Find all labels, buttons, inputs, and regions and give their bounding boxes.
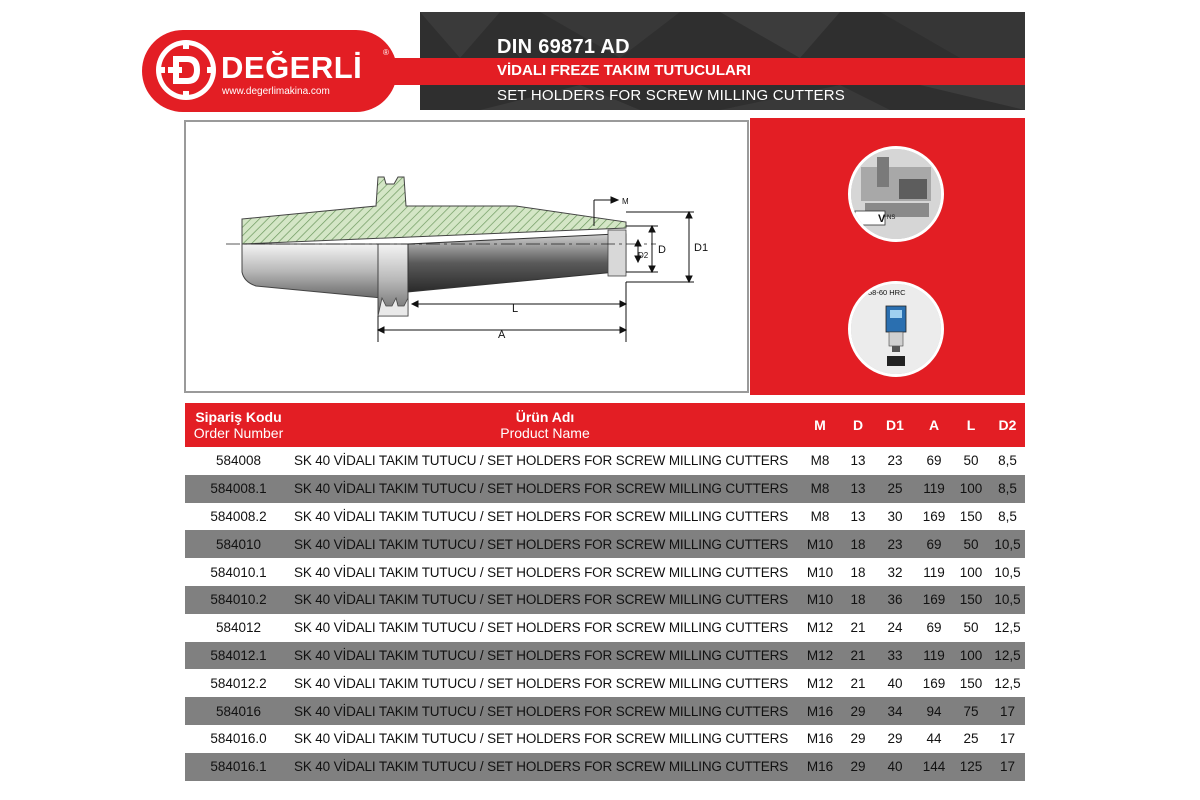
- cell-l: 100: [959, 481, 983, 497]
- cell-d: 21: [850, 620, 866, 636]
- brand-name: DEĞERLİ: [221, 50, 363, 85]
- cell-m: M8: [810, 481, 830, 497]
- table-row: [185, 530, 1025, 558]
- cell-code: 584016.1: [210, 759, 267, 775]
- cell-name: SK 40 VİDALI TAKIM TUTUCU / SET HOLDERS FOR SCREW MILLING CUTTERS: [294, 675, 789, 691]
- cell-d2: 8,5: [998, 481, 1017, 497]
- cnc-machine-icon: [851, 149, 941, 239]
- cell-l: 50: [963, 536, 979, 552]
- cell-d1: 29: [887, 731, 903, 747]
- registered-mark: ®: [383, 48, 389, 57]
- table-row: [185, 753, 1025, 781]
- col-header-product-name: [292, 403, 798, 447]
- cell-m: M16: [806, 759, 834, 775]
- cell-m: M8: [810, 453, 830, 469]
- cell-d2: 12,5: [994, 647, 1021, 663]
- cell-name: SK 40 VİDALI TAKIM TUTUCU / SET HOLDERS FOR SCREW MILLING CUTTERS: [294, 481, 789, 497]
- table-row: [185, 697, 1025, 725]
- cell-l: 150: [959, 508, 983, 524]
- cell-code: 584012: [215, 620, 262, 636]
- cell-l: 150: [959, 675, 983, 691]
- technical-drawing-frame: [184, 120, 749, 393]
- cell-d: 21: [850, 647, 866, 663]
- cell-code: 584012.1: [210, 647, 267, 663]
- table-row: [185, 503, 1025, 531]
- machine-feature-circle: [848, 146, 944, 242]
- hardness-tester-icon: [851, 284, 941, 374]
- cell-m: M10: [806, 564, 834, 580]
- hardness-feature-circle: [848, 281, 944, 377]
- machine-badge-sub: NS: [887, 215, 896, 221]
- tool-holder-drawing: [186, 122, 747, 391]
- cell-a: 119: [923, 481, 945, 497]
- order-code-en: Order Number: [193, 425, 284, 441]
- dim-label-m: M: [622, 197, 629, 206]
- product-table: [185, 403, 1025, 781]
- col-header-m: M: [814, 417, 826, 433]
- col-header-a: A: [928, 417, 940, 433]
- cell-d2: 12,5: [994, 620, 1021, 636]
- table-row: [185, 614, 1025, 642]
- hardness-label: 58-60 HRC: [868, 288, 906, 297]
- cell-a: 119: [923, 647, 945, 663]
- cell-m: M12: [806, 620, 834, 636]
- cell-d: 29: [850, 759, 866, 775]
- title-english: SET HOLDERS FOR SCREW MILLING CUTTERS: [497, 87, 845, 104]
- cell-d2: 10,5: [994, 564, 1021, 580]
- cell-name: SK 40 VİDALI TAKIM TUTUCU / SET HOLDERS FOR SCREW MILLING CUTTERS: [294, 536, 789, 552]
- cell-d1: 30: [887, 508, 903, 524]
- cell-m: M12: [806, 675, 834, 691]
- cell-m: M10: [806, 536, 834, 552]
- cell-l: 125: [959, 759, 983, 775]
- cell-d1: 33: [887, 647, 903, 663]
- cell-a: 69: [926, 536, 942, 552]
- table-row: [185, 642, 1025, 670]
- cell-code: 584012.2: [210, 675, 267, 691]
- cell-a: 94: [926, 703, 942, 719]
- dim-label-d2: D2: [638, 251, 649, 260]
- cell-a: 169: [922, 675, 946, 691]
- cell-name: SK 40 VİDALI TAKIM TUTUCU / SET HOLDERS FOR SCREW MILLING CUTTERS: [294, 592, 789, 608]
- cell-name: SK 40 VİDALI TAKIM TUTUCU / SET HOLDERS FOR SCREW MILLING CUTTERS: [294, 703, 789, 719]
- col-header-d: D: [852, 417, 864, 433]
- cell-d: 29: [850, 703, 866, 719]
- cell-code: 584010.1: [210, 564, 267, 580]
- cell-d2: 12,5: [994, 675, 1021, 691]
- cell-m: M10: [806, 592, 834, 608]
- cell-name: SK 40 VİDALI TAKIM TUTUCU / SET HOLDERS FOR SCREW MILLING CUTTERS: [294, 759, 789, 775]
- machine-badge: V: [878, 213, 886, 225]
- cell-name: SK 40 VİDALI TAKIM TUTUCU / SET HOLDERS FOR SCREW MILLING CUTTERS: [294, 508, 789, 524]
- cell-m: M16: [806, 731, 834, 747]
- cell-l: 150: [959, 592, 983, 608]
- cell-d2: 10,5: [994, 536, 1021, 552]
- cell-a: 169: [922, 508, 946, 524]
- col-header-l: L: [966, 417, 976, 433]
- table-row: [185, 447, 1025, 475]
- cell-m: M16: [806, 703, 834, 719]
- cell-d1: 24: [887, 620, 903, 636]
- cell-d: 13: [850, 453, 866, 469]
- cell-d1: 23: [887, 536, 903, 552]
- cell-d: 13: [850, 481, 866, 497]
- table-row: [185, 725, 1025, 753]
- cell-d1: 34: [887, 703, 903, 719]
- cell-m: M12: [806, 647, 834, 663]
- cell-d2: 8,5: [998, 508, 1017, 524]
- cell-l: 75: [963, 703, 979, 719]
- cell-name: SK 40 VİDALI TAKIM TUTUCU / SET HOLDERS FOR SCREW MILLING CUTTERS: [294, 620, 789, 636]
- cell-a: 119: [923, 564, 945, 580]
- product-name-en: Product Name: [500, 425, 590, 441]
- cell-code: 584016.0: [210, 731, 267, 747]
- col-header-order-number: [185, 403, 292, 447]
- cell-code: 584008.1: [210, 481, 267, 497]
- table-row: [185, 669, 1025, 697]
- cell-l: 25: [963, 731, 979, 747]
- table-header-row: [185, 403, 1025, 447]
- cell-code: 584010.2: [210, 592, 267, 608]
- dim-label-l: L: [512, 303, 519, 315]
- cell-l: 50: [963, 453, 979, 469]
- cell-name: SK 40 VİDALI TAKIM TUTUCU / SET HOLDERS FOR SCREW MILLING CUTTERS: [294, 453, 789, 469]
- dim-label-d: D: [658, 244, 666, 256]
- cell-a: 44: [926, 731, 942, 747]
- cell-l: 50: [963, 620, 979, 636]
- cell-d: 18: [850, 564, 866, 580]
- cell-d2: 17: [999, 703, 1016, 719]
- table-row: [185, 586, 1025, 614]
- cell-l: 100: [959, 564, 983, 580]
- dim-label-a: A: [498, 329, 506, 341]
- cell-code: 584016: [215, 703, 262, 719]
- cell-name: SK 40 VİDALI TAKIM TUTUCU / SET HOLDERS FOR SCREW MILLING CUTTERS: [294, 647, 789, 663]
- col-header-d1: D1: [886, 417, 904, 433]
- website-link[interactable]: www.degerlimakina.com: [222, 86, 330, 97]
- cell-d: 18: [850, 536, 866, 552]
- cell-d1: 23: [887, 453, 903, 469]
- table-body: [185, 447, 1025, 781]
- cell-l: 100: [959, 647, 983, 663]
- cell-d2: 17: [999, 731, 1016, 747]
- table-row: [185, 475, 1025, 503]
- doc-code: DIN 69871 AD: [497, 36, 630, 58]
- table-row: [185, 558, 1025, 586]
- cell-d1: 40: [887, 759, 903, 775]
- cell-name: SK 40 VİDALI TAKIM TUTUCU / SET HOLDERS FOR SCREW MILLING CUTTERS: [294, 731, 789, 747]
- cell-d: 13: [850, 508, 866, 524]
- dim-label-d1: D1: [694, 242, 709, 254]
- title-turkish: VİDALI FREZE TAKIM TUTUCULARI: [497, 62, 751, 79]
- cell-d: 29: [850, 731, 866, 747]
- order-code-tr: Sipariş Kodu: [195, 409, 282, 425]
- cell-a: 69: [926, 620, 942, 636]
- cell-a: 169: [922, 592, 946, 608]
- feature-panel: [750, 118, 1025, 395]
- col-header-d2: D2: [998, 417, 1017, 433]
- cell-code: 584010: [215, 536, 262, 552]
- cell-d1: 36: [887, 592, 903, 608]
- cell-a: 144: [922, 759, 946, 775]
- cell-m: M8: [810, 508, 830, 524]
- cell-d2: 8,5: [998, 453, 1017, 469]
- cell-d: 18: [850, 592, 866, 608]
- cell-code: 584008: [215, 453, 262, 469]
- cell-d2: 10,5: [994, 592, 1021, 608]
- cell-name: SK 40 VİDALI TAKIM TUTUCU / SET HOLDERS FOR SCREW MILLING CUTTERS: [294, 564, 789, 580]
- cell-d1: 25: [887, 481, 903, 497]
- cell-d: 21: [850, 675, 866, 691]
- product-name-tr: Ürün Adı: [515, 409, 575, 425]
- cell-code: 584008.2: [210, 508, 267, 524]
- cell-d1: 40: [887, 675, 903, 691]
- cell-d2: 17: [999, 759, 1016, 775]
- cell-a: 69: [926, 453, 942, 469]
- degerli-logo-icon: [152, 36, 220, 104]
- cell-d1: 32: [887, 564, 903, 580]
